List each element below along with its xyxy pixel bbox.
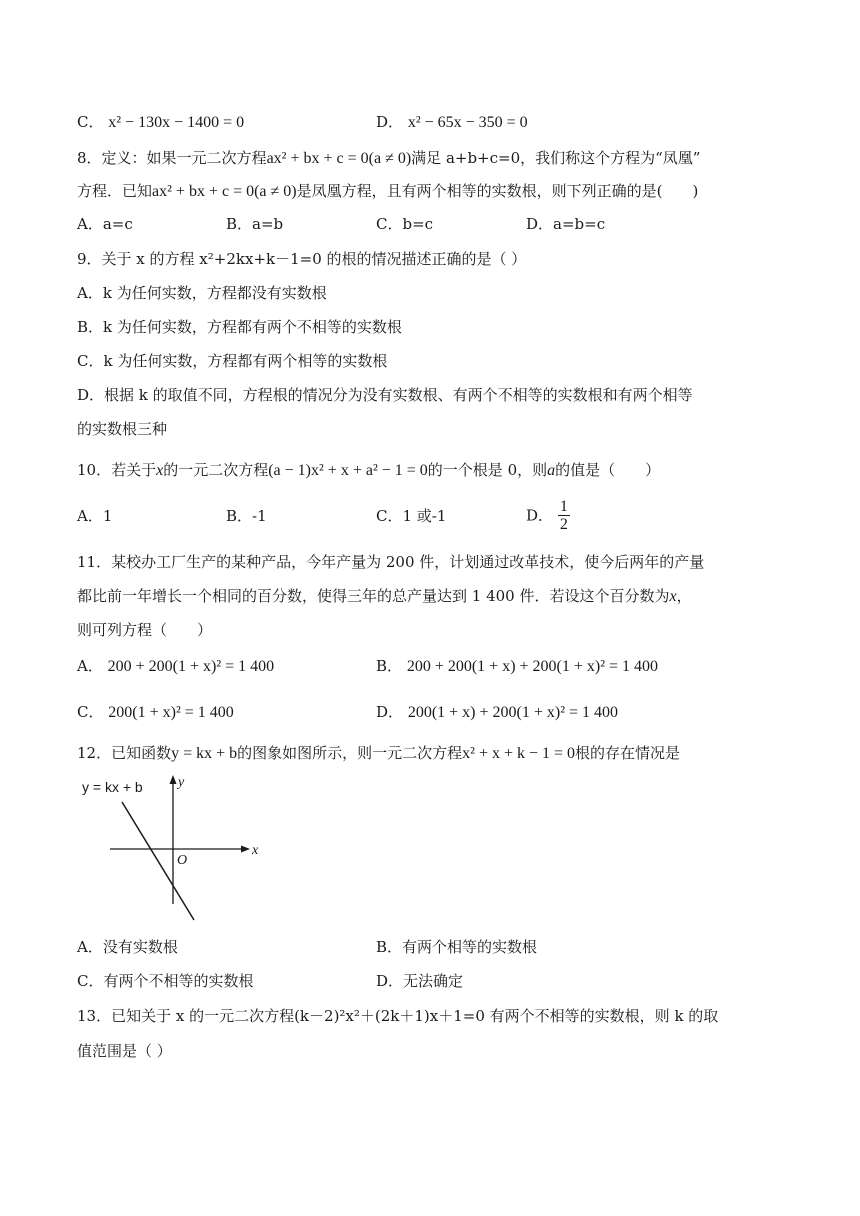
q9-option-d-cont: 的实数根三种 [77, 420, 168, 438]
q10-option-d-fraction: $\frac{1}{2}$ [559, 498, 568, 533]
q12-option-b: B．有两个相等的实数根 [376, 938, 538, 956]
q10-option-a: A．1 [77, 507, 113, 525]
x-axis-arrow-icon [241, 846, 250, 853]
q7-option-c-equation: x² − 130x − 1400 = 0 [108, 114, 245, 131]
q11-stem-line1: 11．某校办工厂生产的某种产品，今年产量为 200 件，计划通过改革技术，使今后两年的产量 [77, 553, 705, 571]
q10-equation: (a − 1)x² + x + a² − 1 = 0 [268, 462, 428, 479]
q8-option-d: D．a=b=c [526, 215, 606, 233]
q10-option-d: D． $\frac{1}{2}$ [526, 498, 568, 533]
q11-option-b: B． 200 + 200(1 + x) + 200(1 + x)² = 1 400 [376, 657, 659, 675]
q7-option-d-equation: x² − 65x − 350 = 0 [407, 114, 528, 131]
q12-option-a: A．没有实数根 [77, 938, 178, 956]
q8-equation: ax² + bx + c = 0(a ≠ 0) [266, 150, 412, 167]
q11-option-a-equation: 200 + 200(1 + x)² = 1 400 [107, 658, 275, 675]
x-axis-label: x [252, 843, 259, 858]
q7-option-d: D． x² − 65x − 350 = 0 [376, 113, 528, 131]
q11-stem-line2: 都比前一年增长一个相同的百分数，使得三年的总产量达到 1 400 件．若设这个百分数为x， [77, 587, 692, 605]
q8-stem-line1: 8．定义：如果一元二次方程ax² + bx + c = 0(a ≠ 0)满足 a+b+c=0，我们称这个方程为“凤凰” [77, 149, 701, 167]
q12-graph [78, 772, 268, 924]
q12-option-c: C．有两个不相等的实数根 [77, 972, 254, 990]
q10-option-b: B．-1 [226, 507, 267, 525]
q11-option-b-equation: 200 + 200(1 + x) + 200(1 + x)² = 1 400 [406, 658, 659, 675]
q8-option-a: A．a=c [77, 215, 133, 233]
q7-option-c: C． x² − 130x − 1400 = 0 [77, 113, 245, 131]
q12-option-d: D．无法确定 [376, 972, 464, 990]
q10-option-c: C．1 或-1 [376, 507, 447, 525]
origin-label: O [177, 853, 188, 868]
q9-option-d: D．根据 k 的取值不同，方程根的情况分为没有实数根、有两个不相等的实数根和有两个相等 [77, 386, 693, 404]
q9-stem: 9．关于 x 的方程 x²+2kx+k－1=0 的根的情况描述正确的是（ ） [77, 250, 527, 268]
q12-function: y = kx + b [171, 745, 238, 762]
q12-equation: x² + x + k − 1 = 0 [462, 745, 576, 762]
q10-stem: 10．若关于x的一元二次方程(a − 1)x² + x + a² − 1 = 0的一个根是 0，则a的值是（ ） [77, 461, 661, 479]
q8-option-c: C．b=c [376, 215, 434, 233]
q8-stem-line2: 方程．已知ax² + bx + c = 0(a ≠ 0)是凤凰方程，且有两个相等的实数根，则下列正确的是( ) [77, 182, 699, 200]
q11-option-d-equation: 200(1 + x) + 200(1 + x)² = 1 400 [407, 704, 619, 721]
q11-option-d: D． 200(1 + x) + 200(1 + x)² = 1 400 [376, 703, 619, 721]
q9-option-c: C．k 为任何实数，方程都有两个相等的实数根 [77, 352, 388, 370]
q13-stem-line2: 值范围是（ ） [77, 1042, 172, 1060]
y-axis-arrow-icon [170, 775, 177, 784]
q11-option-c-equation: 200(1 + x)² = 1 400 [108, 704, 234, 721]
q13-stem-line1: 13．已知关于 x 的一元二次方程(k－2)²x²＋(2k＋1)x＋1=0 有两个不相等的实数根，则 k 的取 [77, 1007, 719, 1025]
q9-option-b: B．k 为任何实数，方程都有两个不相等的实数根 [77, 318, 402, 336]
q11-option-c: C． 200(1 + x)² = 1 400 [77, 703, 234, 721]
q8-option-b: B．a=b [226, 215, 284, 233]
q12-stem: 12．已知函数y = kx + b的图象如图所示，则一元二次方程x² + x + k − 1 = 0根的存在情况是 [77, 744, 681, 762]
q8-equation-2: ax² + bx + c = 0(a ≠ 0) [152, 183, 297, 200]
y-axis-label: y [178, 775, 185, 790]
q9-option-a: A．k 为任何实数，方程都没有实数根 [77, 284, 327, 302]
q12-graph-label: y = kx + b [82, 779, 143, 795]
q11-option-a: A． 200 + 200(1 + x)² = 1 400 [77, 657, 275, 675]
q11-stem-line3: 则可列方程（ ） [77, 621, 213, 639]
